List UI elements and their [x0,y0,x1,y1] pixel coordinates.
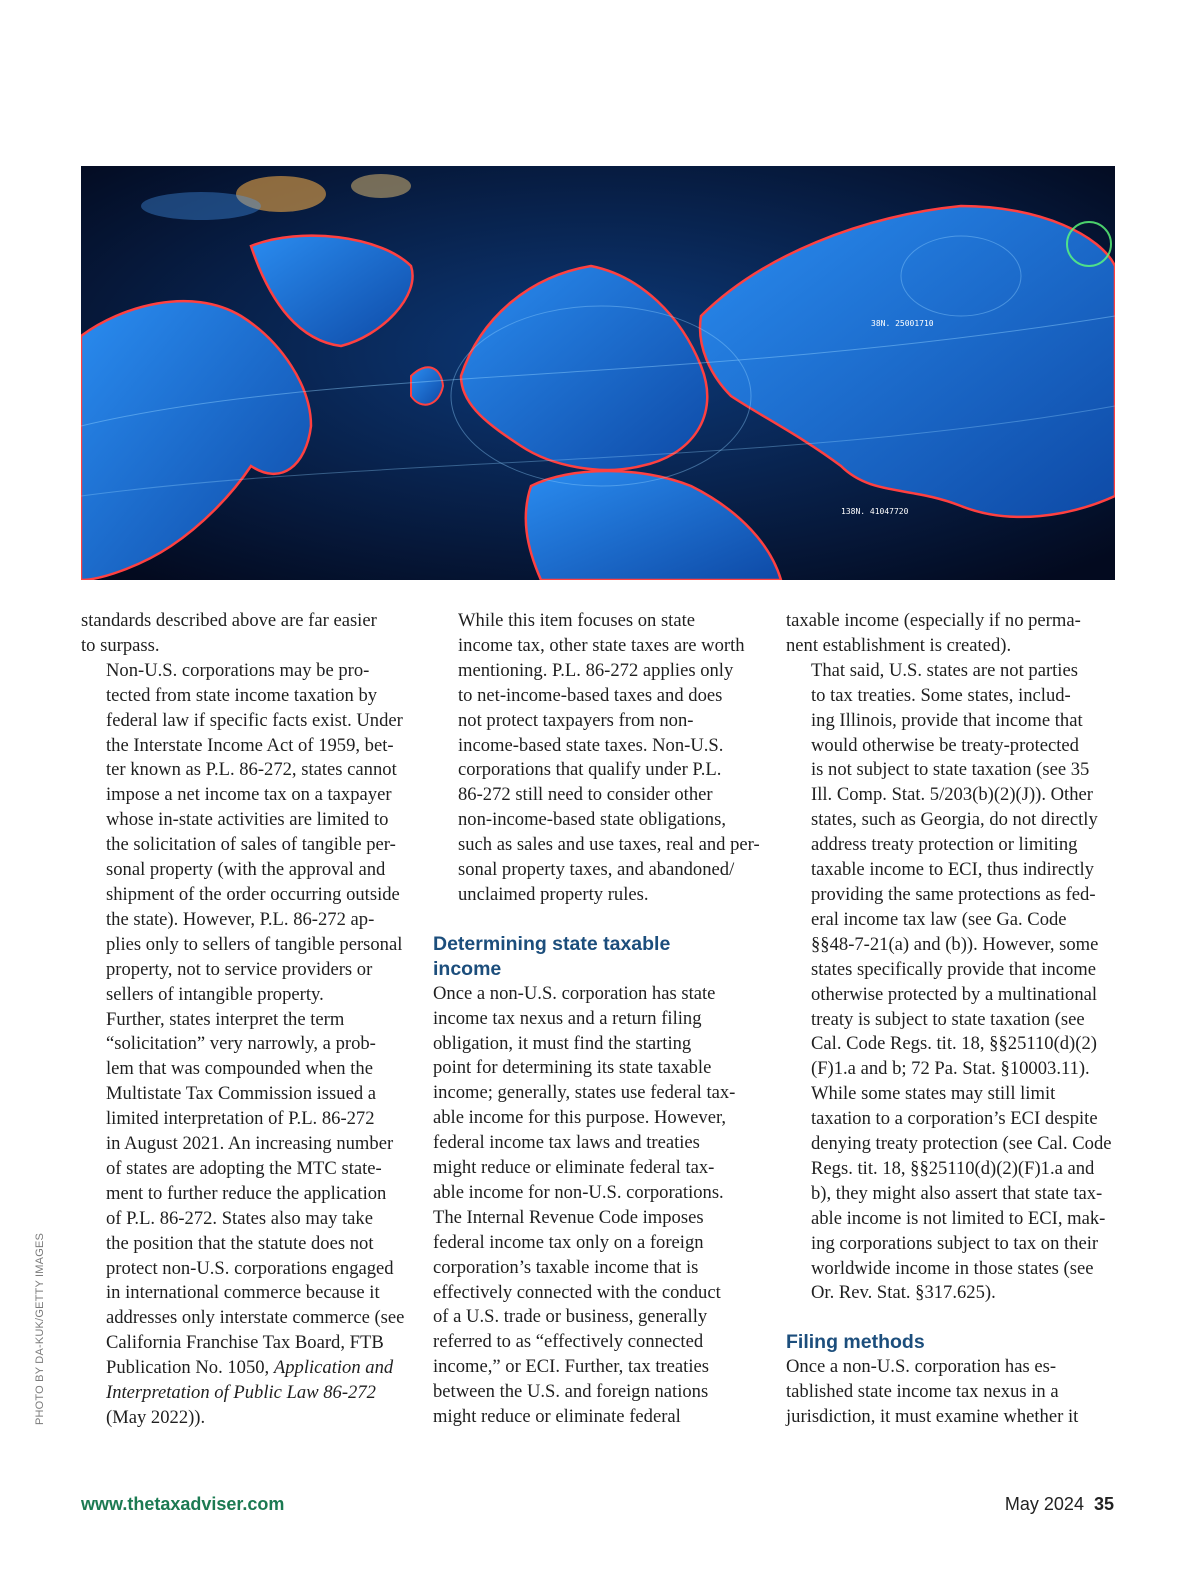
bokeh-light [141,192,261,220]
text-column-2 [433,609,763,1430]
page-footer [1005,1494,1114,1515]
paragraph: While this item focuses on state income tax, other state taxes are worth mentioning. P.L. 86-272 applies only to net-income-based taxes and does not protect taxpayers from non- income-based state taxes. Non-U.S. corporations that qualify under P.L. 86-272 still need to consider other non-income-based state obligations, such as sales and use taxes, real and per- sonal property taxes, and abandoned/ unclaimed property rules. [458,610,760,905]
hero-image [81,166,1115,580]
map-label: 138N. 41047720 [841,507,909,516]
citation-title: Interpretation of Public Law 86-272 [106,1382,376,1404]
page-number: 35 [1093,1494,1114,1514]
paragraph: Once a non-U.S. corporation has es- tablished state income tax nexus in a jurisdiction, it must examine whether it [786,1356,1079,1428]
paragraph: taxable income (especially if no perma- nent establishment is created). [786,610,1081,656]
paragraph: That said, U.S. states are not parties to tax treaties. Some states, includ- ing Illinois, provide that income that would otherwise be treaty-protected is not subject to state taxation (see 35 Ill. Comp. Stat. 5/203(b)(2)(J)). Other states, such as Georgia, do not directly address treaty protection or limiting taxable income to ECI, thus indirectly providing the same protections as fed- eral income tax law (see Ga. Code §§48-7-21(a) and (b)). However, some states specifically provide that income otherwise protected by a multinational treaty is subject to state taxation (see Cal. Code Regs. tit. 18, §§25110(d)(2) (F)1.a and b; 72 Pa. Stat. §10003.11). While some states may still limit taxation to a corporation’s ECI despite denying treaty protection (see Cal. Code Regs. tit. 18, §§25110(d)(2)(F)1.a and b), they might also assert that state tax- able income is not limited to ECI, mak- ing corporations subject to tax on their worldwide income in those states (see Or. Rev. Stat. §317.625). [811,659,1112,1304]
text-column-1 [81,609,411,1431]
section-heading: Filing methods [786,1331,925,1354]
citation-title: Application and [273,1357,394,1379]
paragraph: Once a non-U.S. corporation has state income tax nexus and a return filing obligation, it must find the starting point for determining its state taxable income; generally, states use federal tax- able income for this purpose. However, federal income tax laws and treaties might reduce or eliminate federal tax- able income for non-U.S. corporations. The Internal Revenue Code imposes federal income tax only on a foreign corporation’s taxable income that is effectively connected with the conduct of a U.S. trade or business, generally referred to as “effectively connected income,” or ECI. Further, tax treaties between the U.S. and foreign nations might reduce or eliminate federal [433,982,736,1428]
world-map-illustration [81,166,1115,580]
map-label: 38N. 25001710 [871,319,934,328]
photo-credit: PHOTO BY DA-KUK/GETTY IMAGES [34,1232,46,1425]
section-heading: Determining state taxable income [433,932,671,980]
paragraph: Non-U.S. corporations may be pro- tected from state income taxation by federal law if specific facts exist. Under the Interstate Income Act of 1959, bet- ter known as P.L. 86-272, states cannot impose a net income tax on a taxpayer whose in-state activities are limited to the solicitation of sales of tangible per- sonal property (with the approval and shipment of the order occurring outside the state). However, P.L. 86-272 ap- plies only to sellers of tangible personal property, not to service providers or sellers of intangible property. [106,659,403,1005]
text-column-3 [786,609,1116,1430]
issue-date: May 2024 [1004,1494,1084,1514]
uk-landmass [411,367,443,404]
paragraph: Further, states interpret the term “solicitation” very narrowly, a prob- lem that was compounded when the Multistate Tax Commission issued a limited interpretation of P.L. 86-272 in August 2021. An increasing number of states are adopting the MTC state- ment to further reduce the application of P.L. 86-272. States also may take the position that the statute does not protect non-U.S. corporations engaged in international commerce because it addresses only interstate commerce (see California Franchise Tax Board, FTB Publication No. 1050, Application and Interpretation of Public Law 86-272 (May 2022)). [106,1008,405,1428]
bokeh-light [351,174,411,198]
website-link[interactable]: www.thetaxadviser.com [81,1494,285,1514]
paragraph: standards described above are far easier to surpass. [81,610,377,656]
